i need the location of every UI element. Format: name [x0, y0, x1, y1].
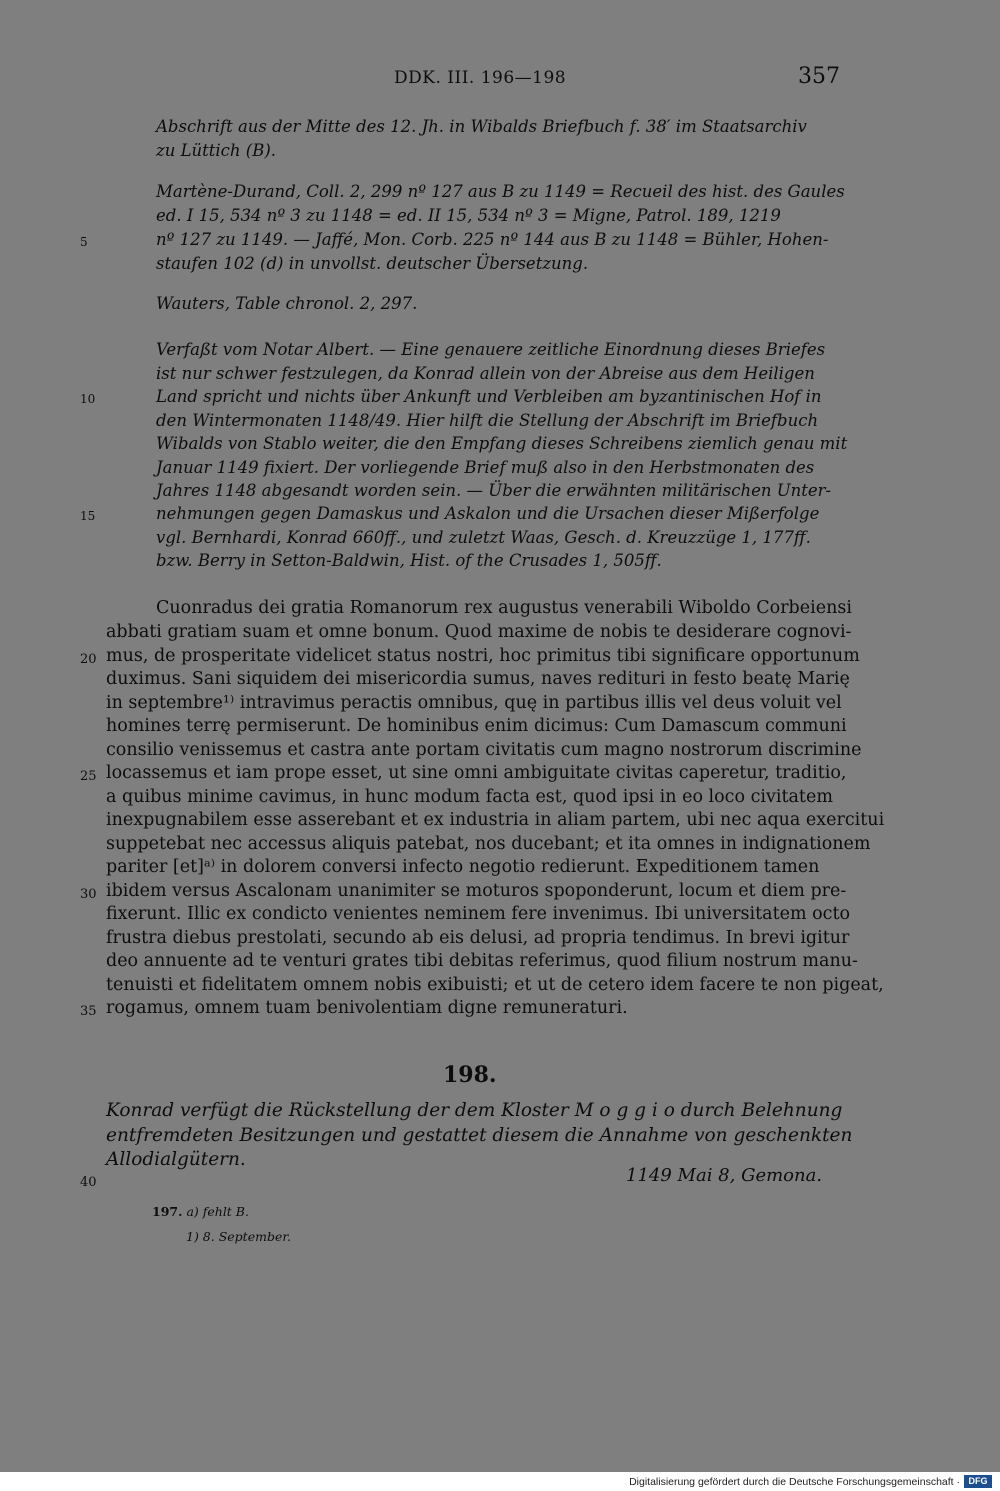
editions-line: Martène-Durand, Coll. 2, 299 nº 127 aus B zu 1149 = Recueil des hist. des Gaules: [156, 182, 845, 201]
text-line: mus, de prosperitate videlicet status nostri, hoc primitus tibi significare opportunum: [106, 646, 860, 666]
commentary-line: Jahres 1148 abgesandt worden sein. — Über die erwähnten militärischen Unter-: [156, 481, 832, 500]
line-number: 25: [80, 769, 97, 784]
text-line: locassemus et iam prope esset, ut sine omni ambiguitate civitas caperetur, traditio,: [106, 763, 847, 783]
line-number: 35: [80, 1004, 97, 1019]
text-line: abbati gratiam suam et omne bonum. Quod maxime de nobis te desiderare cognovi-: [106, 622, 852, 642]
regest-line: entfremdeten Besitzungen und gestattet diesem die Annahme von geschenkten: [106, 1125, 853, 1146]
commentary-line: bzw. Berry in Setton-Baldwin, Hist. of the Crusades 1, 505ff.: [156, 551, 662, 570]
footer-bar: [0, 1472, 1000, 1491]
footnote-line: [152, 1204, 249, 1219]
text-line: tenuisti et fidelitatem omnem nobis exibuisti; et ut de cetero idem facere te non pigeat,: [106, 975, 884, 995]
commentary-line: Wibalds von Stablo weiter, die den Empfang dieses Schreibens ziemlich genau mit: [156, 434, 848, 453]
line-number: 15: [80, 509, 96, 523]
line-number: 20: [80, 652, 97, 667]
running-header-title: DDK. III. 196—198: [394, 68, 567, 88]
source-line: Abschrift aus der Mitte des 12. Jh. in Wibalds Briefbuch f. 38′ im Staatsarchiv: [156, 117, 807, 136]
commentary-line: Land spricht und nichts über Ankunft und Verbleiben am byzantinischen Hof in: [156, 387, 822, 406]
document-number-heading: 198.: [443, 1062, 497, 1088]
commentary-line: vgl. Bernhardi, Konrad 660ff., und zuletzt Waas, Gesch. d. Kreuzzüge 1, 177ff.: [156, 528, 811, 547]
date-place-line: 1149 Mai 8, Gemona.: [626, 1165, 823, 1186]
footnote-a: a) fehlt B.: [186, 1204, 249, 1219]
text-line: consilio venissemus et castra ante portam civitatis cum magno nostrorum discrimine: [106, 740, 862, 760]
source-line: zu Lüttich (B).: [156, 141, 277, 160]
text-line: in septembre¹⁾ intravimus peractis omnibus, quę in partibus illis vel deus voluit vel: [106, 693, 842, 713]
text-line: Cuonradus dei gratia Romanorum rex augustus venerabili Wiboldo Corbeiensi: [156, 598, 852, 618]
commentary-line: ist nur schwer festzulegen, da Konrad allein von der Abreise aus dem Heiligen: [156, 364, 815, 383]
dfg-logo: DFG: [964, 1475, 992, 1488]
line-number: 5: [80, 235, 88, 249]
text-line: inexpugnabilem esse asserebant et ex industria in aliam partem, ubi nec aqua exercitui: [106, 810, 885, 830]
line-number: 30: [80, 887, 97, 902]
commentary-line: Verfaßt vom Notar Albert. — Eine genauere zeitliche Einordnung dieses Briefes: [156, 340, 826, 359]
regest-line: Konrad verfügt die Rückstellung der dem Kloster M o g g i o durch Belehnung: [106, 1100, 843, 1121]
footnote-doc-ref: 197.: [152, 1204, 183, 1219]
text-line: pariter [et]ᵃ⁾ in dolorem conversi infecto negotio redierunt. Expeditionem tamen: [106, 857, 820, 877]
regest-reference: Wauters, Table chronol. 2, 297.: [156, 294, 418, 313]
footer-credit: Digitalisierung gefördert durch die Deutsche Forschungsgemeinschaft ·: [629, 1476, 960, 1488]
editions-line: nº 127 zu 1149. — Jaffé, Mon. Corb. 225 nº 144 aus B zu 1148 = Bühler, Hohen-: [156, 230, 829, 249]
page-number: 357: [798, 64, 840, 89]
line-number: 40: [80, 1175, 97, 1190]
text-line: a quibus minime cavimus, in hunc modum facta est, quod ipsi in eo loco civitatem: [106, 787, 833, 807]
regest-line: Allodialgütern.: [106, 1149, 246, 1170]
editions-line: staufen 102 (d) in unvollst. deutscher Übersetzung.: [156, 254, 589, 273]
text-line: suppetebat nec accessus aliquis patebat, nos ducebant; et ita omnes in indignationem: [106, 834, 871, 854]
text-line: rogamus, omnem tuam benivolentiam digne remuneraturi.: [106, 998, 628, 1018]
text-line: frustra diebus prestolati, secundo ab eis delusi, ad propria tendimus. In brevi igitur: [106, 928, 850, 948]
line-number: 10: [80, 392, 96, 406]
text-line: deo annuente ad te venturi grates tibi debitas referimus, quod filium nostrum manu-: [106, 951, 858, 971]
editions-line: ed. I 15, 534 nº 3 zu 1148 = ed. II 15, 534 nº 3 = Migne, Patrol. 189, 1219: [156, 206, 781, 225]
text-line: duximus. Sani siquidem dei misericordia sumus, naves redituri in festo beatę Marię: [106, 669, 850, 689]
commentary-line: Januar 1149 fixiert. Der vorliegende Brief muß also in den Herbstmonaten des: [156, 458, 815, 477]
commentary-line: nehmungen gegen Damaskus und Askalon und die Ursachen dieser Mißerfolge: [156, 504, 820, 523]
footnote-1: 1) 8. September.: [186, 1229, 291, 1244]
commentary-line: den Wintermonaten 1148/49. Hier hilft die Stellung der Abschrift im Briefbuch: [156, 411, 819, 430]
text-line: ibidem versus Ascalonam unanimiter se moturos spoponderunt, locum et diem pre-: [106, 881, 847, 901]
text-line: homines terrę permiserunt. De hominibus enim dicimus: Cum Damascum communi: [106, 716, 847, 736]
text-line: fixerunt. Illic ex condicto venientes neminem fere invenimus. Ibi universitatem octo: [106, 904, 851, 924]
